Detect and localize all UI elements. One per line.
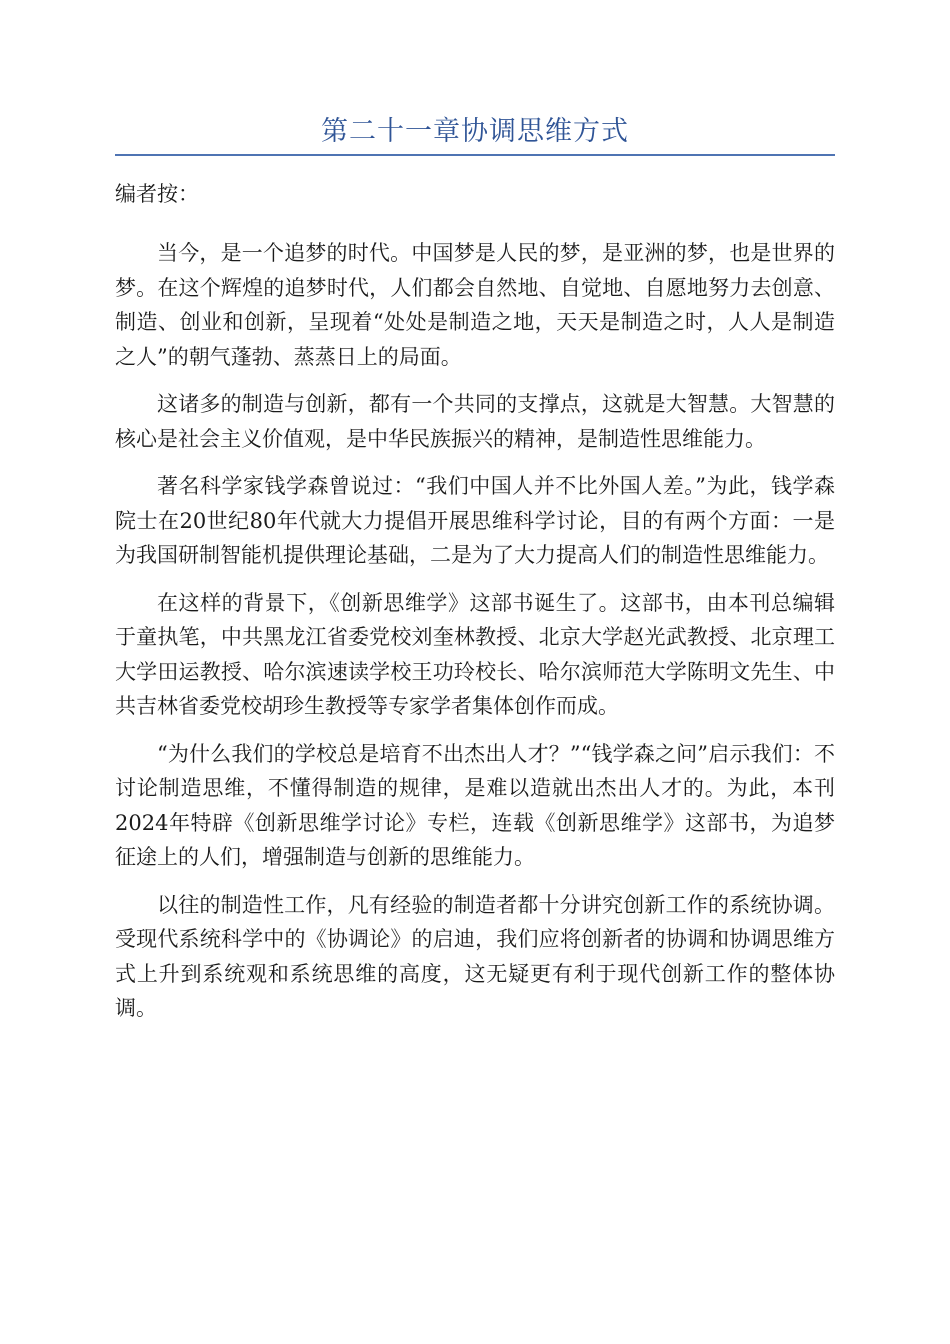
paragraph-4: 在这样的背景下，《创新思维学》这部书诞生了。这部书，由本刊总编辑于童执笔，中共黑龙江省委党校刘奎林教授、北京大学赵光武教授、北京理工大学田运教授、哈尔滨速读学校王功玲校长、哈尔滨师范大学陈明文先生、中共吉林省委党校胡珍生教授等专家学者集体创作而成。 xyxy=(115,590,835,718)
paragraph-5: “为什么我们的学校总是培育不出杰出人才？”“钱学森之问”启示我们：不讨论制造思维，不懂得制造的规律，是难以造就出杰出人才的。为此，本刊2024年特辟《创新思维学讨论》专栏，连载《创新思维学》这部书，为追梦征途上的人们，增强制造与创新的思维能力。 xyxy=(115,741,835,869)
chapter-title: 第二十一章协调思维方式 xyxy=(321,116,629,147)
document-body xyxy=(115,174,835,1039)
editor-note-label: 编者按： xyxy=(115,182,199,206)
paragraph-3: 著名科学家钱学森曾说过：“我们中国人并不比外国人差。”为此，钱学森院士在20世纪80年代就大力提倡开展思维科学讨论，目的有两个方面：一是为我国研制智能机提供理论基础，二是为了大力提高人们的制造性思维能力。 xyxy=(115,474,835,567)
paragraph-6: 以往的制造性工作，凡有经验的制造者都十分讲究创新工作的系统协调。受现代系统科学中的《协调论》的启迪，我们应将创新者的协调和协调思维方式上升到系统观和系统思维的高度，这无疑更有利于现代创新工作的整体协调。 xyxy=(115,892,835,1020)
paragraph-2: 这诸多的制造与创新，都有一个共同的支撑点，这就是大智慧。大智慧的核心是社会主义价值观，是中华民族振兴的精神，是制造性思维能力。 xyxy=(115,392,835,451)
title-underline xyxy=(115,154,835,156)
paragraph-1: 当今，是一个追梦的时代。中国梦是人民的梦，是亚洲的梦，也是世界的梦。在这个辉煌的追梦时代，人们都会自然地、自觉地、自愿地努力去创意、制造、创业和创新，呈现着“处处是制造之地，天天是制造之时，人人是制造之人”的朝气蓬勃、蒸蒸日上的局面。 xyxy=(115,241,835,369)
document-page xyxy=(115,0,835,1344)
